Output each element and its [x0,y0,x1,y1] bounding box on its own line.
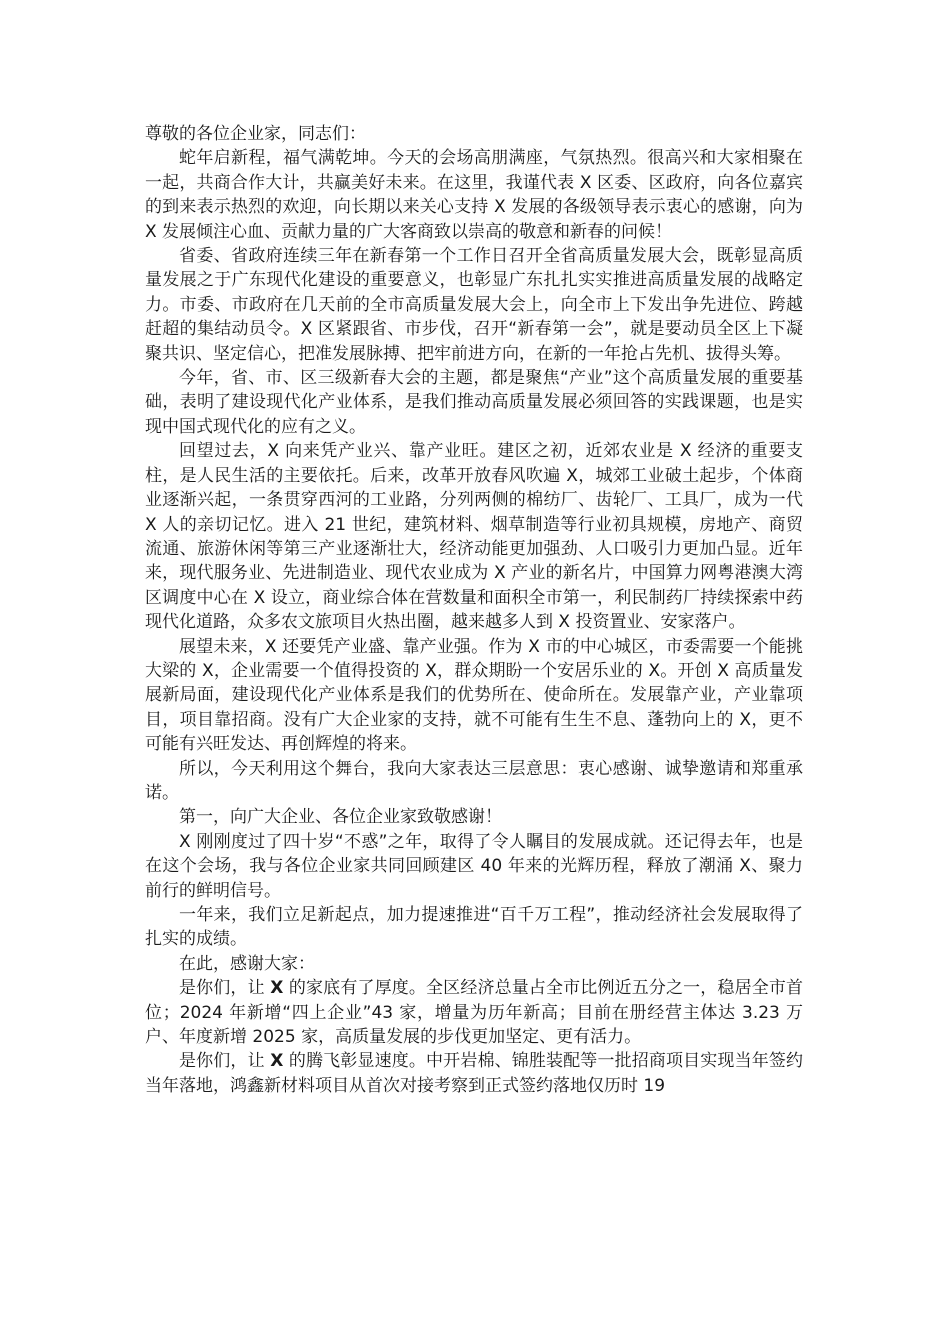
paragraph-thickness [145,976,803,1049]
paragraph-past-year: 一年来，我们立足新起点，加力提速推进“百千万工程”，推动经济社会发展取得了扎实的成绩。 [145,905,803,950]
paragraph-thanks: 在此，感谢大家： [179,953,315,974]
paragraph-future-outlook: 展望未来，X 还要凭产业盛、靠产业强。作为 X 市的中心城区，市委需要一个能挑大梁的 X，企业需要一个值得投资的 X，群众期盼一个安居乐业的 X。开创 X 高质量发展新局面，建设现代化产业体系是我们的优势所在、使命所在。发展靠产业，产业靠项目，项目靠招商。没有广大企业家的支持，就不可能有生生不息、蓬勃向上的 X，更不可能有兴旺发达、再创辉煌的将来。 [145,636,803,755]
paragraph-speed-rest: 的腾飞彰显速度。中开岩棉、锦胜装配等一批招商项目实现当年签约当年落地，鸿鑫新材料项目从首次对接考察到正式签约落地仅历时 19 [145,1051,803,1096]
paragraph-speed-lead: 是你们，让 [179,1051,271,1072]
paragraph-thickness-x: X [270,978,284,999]
paragraph-opening: 蛇年启新程，福气满乾坤。今天的会场高朋满座，气氛热烈。很高兴和大家相聚在一起，共商合作大计，共赢美好未来。在这里，我谨代表 X 区委、区政府，向各位嘉宾的到来表示热烈的欢迎，向长期以来关心支持 X 发展的各级领导表示衷心的感谢，向为 X 发展倾注心血、贡献力量的广大客商致以崇高的敬意和新春的问候！ [145,148,803,242]
document-body [145,122,803,1098]
paragraph-forty-years: X 刚刚度过了四十岁“不惑”之年，取得了令人瞩目的发展成就。还记得去年，也是在这个会场，我与各位企业家共同回顾建区 40 年来的光辉历程，释放了潮涌 X、聚力前行的鲜明信号。 [145,831,803,901]
paragraph-speed [145,1049,803,1098]
paragraph-review-past: 回望过去，X 向来凭产业兴、靠产业旺。建区之初，近郊农业是 X 经济的重要支柱，是人民生活的主要依托。后来，改革开放春风吹遍 X，城郊工业破土起步，个体商业逐渐兴起，一条贯穿西河的工业路，分列两侧的棉纺厂、齿轮厂、工具厂，成为一代 X 人的亲切记忆。进入 21 世纪，建筑材料、烟草制造等行业初具规模，房地产、商贸流通、旅游休闲等第三产业逐渐壮大，经济动能更加强劲、人口吸引力更加凸显。近年来，现代服务业、先进制造业、现代农业成为 X 产业的新名片，中国算力网粤港澳大湾区调度中心在 X 设立，商业综合体在营数量和面积全市第一，利民制药厂持续探索中药现代化道路，众多农文旅项目火热出圈，越来越多人到 X 投资置业、安家落户。 [145,441,803,633]
paragraph-first-point: 第一，向广大企业、各位企业家致敬感谢！ [179,807,502,828]
paragraph-thickness-lead: 是你们，让 [179,978,271,999]
paragraph-three-points: 所以，今天利用这个舞台，我向大家表达三层意思：衷心感谢、诚挚邀请和郑重承诺。 [145,758,803,803]
paragraph-thickness-rest: 的家底有了厚度。全区经济总量占全市比例近五分之一，稳居全市首位；2024 年新增“四上企业”43 家，增量为历年新高；目前在册经营主体达 3.23 万户、年度新增 2025 家，高质量发展的步伐更加坚定、更有活力。 [145,978,803,1048]
salutation: 尊敬的各位企业家，同志们： [145,124,366,144]
paragraph-theme: 今年，省、市、区三级新春大会的主题，都是聚焦“产业”这个高质量发展的重要基础，表明了建设现代化产业体系，是我们推动高质量发展必须回答的实践课题，也是实现中国式现代化的应有之义。 [145,368,803,437]
paragraph-provincial-meeting: 省委、省政府连续三年在新春第一个工作日召开全省高质量发展大会，既彰显高质量发展之于广东现代化建设的重要意义，也彰显广东扎扎实实推进高质量发展的战略定力。市委、市政府在几天前的全市高质量发展大会上，向全市上下发出争先进位、跨越赶超的集结动员令。X 区紧跟省、市步伐，召开“新春第一会”，就是要动员全区上下凝聚共识、坚定信心，把准发展脉搏、把牢前进方向，在新的一年抢占先机、拔得头筹。 [145,246,803,364]
paragraph-speed-x: X [270,1051,284,1072]
